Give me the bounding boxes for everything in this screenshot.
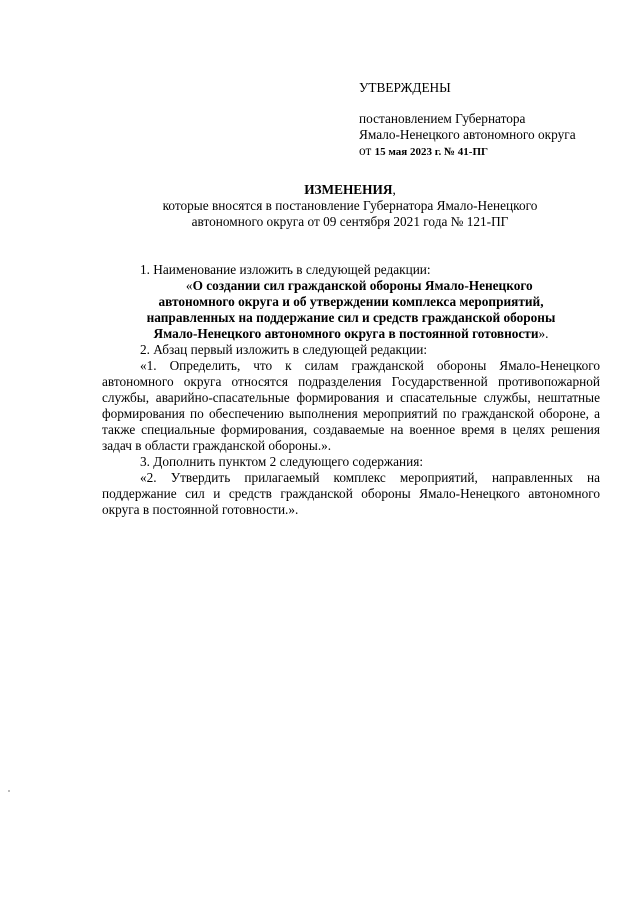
item-2-text: «1. Определить, что к силам гражданской обороны Ямало-Ненецкого автономного округа относятся подразделения Государственной противопожарной службы, аварийно-спасательные формирования и спасательные службы, нештатные формирования по обеспечению выполнения мероприятий по гражданской обороне, а также специальные формирования, создаваемые на военное время в целях решения задач в области гражданской обороны.». — [102, 358, 600, 453]
approval-from-prefix: от — [359, 143, 372, 158]
approval-date-line — [359, 143, 619, 160]
approval-line-1: постановлением Губернатора — [359, 111, 526, 126]
item-1-intro: 1. Наименование изложить в следующей редакции: — [140, 262, 431, 277]
item-1-quote-close: ». — [538, 326, 549, 341]
approved-label: УТВЕРЖДЕНЫ — [359, 80, 451, 95]
approval-reference: 15 мая 2023 г. № 41-ПГ — [374, 146, 489, 158]
document-heading — [100, 182, 600, 230]
approval-block — [359, 80, 619, 160]
item-1-title-line-4 — [102, 326, 600, 342]
scan-speck — [8, 790, 10, 792]
item-1-title-line-1 — [102, 278, 600, 294]
heading-title: ИЗМЕНЕНИЯ — [304, 182, 393, 197]
item-3-text: «2. Утвердить прилагаемый комплекс мероприятий, направленных на поддержание сил и средств гражданской обороны Ямало-Ненецкого автономного округа в постоянной готовности.». — [102, 470, 600, 517]
heading-subtitle-line-1: которые вносятся в постановление Губернатора Ямало-Ненецкого — [162, 198, 538, 213]
heading-title-comma: , — [392, 182, 396, 197]
heading-title-line — [100, 182, 600, 198]
item-1-title-line-2: автономного округа и об утверждении комплекса мероприятий, — [158, 294, 544, 309]
document-body — [102, 262, 600, 518]
item-1-title-line-3: направленных на поддержание сил и средств гражданской обороны — [146, 310, 556, 325]
approval-line-2: Ямало-Ненецкого автономного округа — [359, 127, 576, 142]
item-1-title-part-4: Ямало-Ненецкого автономного округа в постоянной готовности — [153, 326, 539, 341]
heading-subtitle-line-2: автономного округа от 09 сентября 2021 года № 121-ПГ — [191, 214, 509, 229]
item-3-intro: 3. Дополнить пунктом 2 следующего содержания: — [140, 454, 424, 469]
item-1-title-part-1: О создании сил гражданской обороны Ямало-Ненецкого — [192, 278, 533, 293]
item-1-quote-open: « — [185, 278, 193, 293]
item-2-intro: 2. Абзац первый изложить в следующей редакции: — [140, 342, 428, 357]
